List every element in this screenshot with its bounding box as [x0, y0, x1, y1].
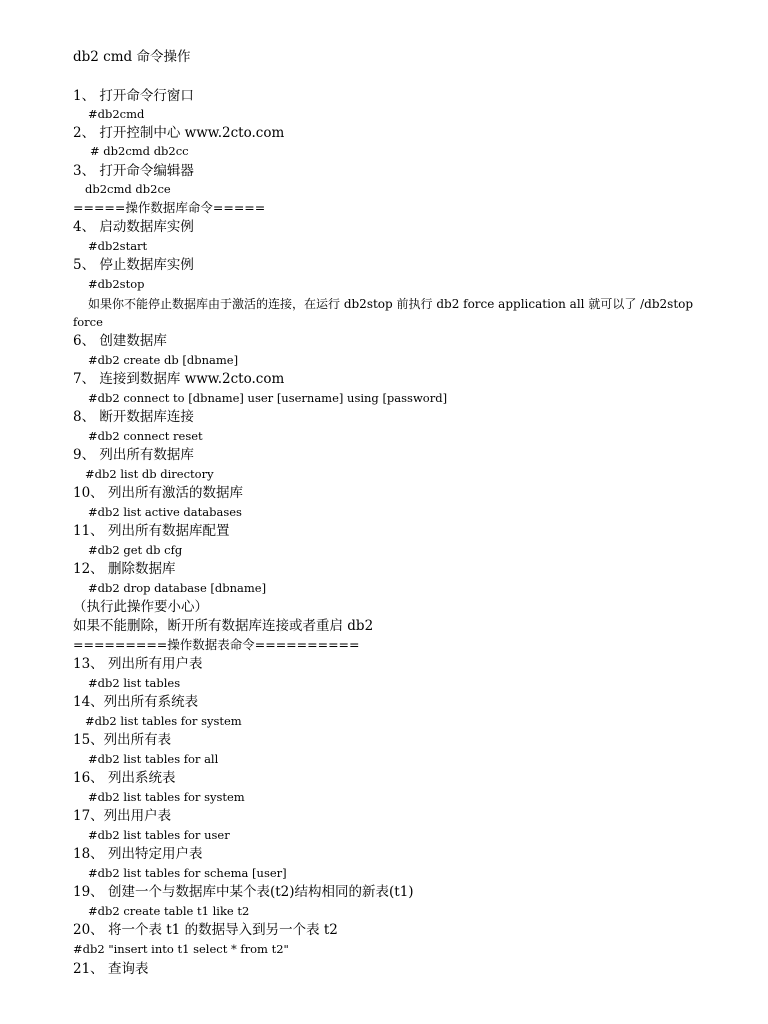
list-item: 13、 列出所有用户表 — [73, 656, 203, 672]
note-text-continued: force — [73, 315, 103, 329]
command-line: #db2cmd — [88, 107, 145, 121]
list-item: 15、列出所有表 — [73, 732, 172, 748]
command-line: #db2stop — [88, 277, 145, 291]
command-line: #db2 "insert into t1 select * from t2" — [73, 942, 289, 956]
list-item: 20、 将一个表 t1 的数据导入到另一个表 t2 — [73, 922, 338, 938]
document-title: db2 cmd 命令操作 — [73, 49, 191, 65]
warning-note: （执行此操作要小心） — [73, 599, 208, 615]
list-item: 18、 列出特定用户表 — [73, 846, 203, 862]
list-item: 10、 列出所有激活的数据库 — [73, 485, 243, 501]
section-divider: =====操作数据库命令===== — [73, 200, 266, 215]
command-line: #db2 list tables for all — [88, 752, 219, 766]
command-line: #db2 list db directory — [85, 467, 214, 481]
command-line: #db2 connect to [dbname] user [username] using [password] — [88, 391, 448, 405]
command-line: #db2 list tables for system — [88, 790, 245, 804]
list-item: 4、 启动数据库实例 — [73, 219, 194, 235]
command-line: #db2start — [88, 239, 148, 253]
list-item: 8、 断开数据库连接 — [73, 409, 194, 425]
list-item: 21、 查询表 — [73, 961, 149, 977]
command-line: #db2 list active databases — [88, 505, 242, 519]
command-line: #db2 list tables for system — [85, 714, 242, 728]
command-line: #db2 create table t1 like t2 — [88, 904, 250, 918]
command-line: #db2 get db cfg — [88, 543, 183, 557]
list-item: 16、 列出系统表 — [73, 770, 176, 786]
command-line: #db2 drop database [dbname] — [88, 581, 267, 595]
list-item: 6、 创建数据库 — [73, 333, 167, 349]
command-line: # db2cmd db2cc — [90, 144, 189, 158]
note-text: 如果你不能停止数据库由于激活的连接，在运行 db2stop 前执行 db2 force application all 就可以了 /db2stop — [88, 297, 694, 311]
section-divider: =========操作数据表命令========== — [73, 637, 360, 652]
command-line: #db2 list tables — [88, 676, 181, 690]
list-item: 17、列出用户表 — [73, 808, 172, 824]
list-item: 12、 删除数据库 — [73, 561, 176, 577]
command-line: #db2 create db [dbname] — [88, 353, 239, 367]
list-item: 3、 打开命令编辑器 — [73, 163, 194, 179]
list-item: 7、 连接到数据库 www.2cto.com — [73, 371, 285, 387]
note-text: 如果不能删除，断开所有数据库连接或者重启 db2 — [73, 618, 374, 634]
command-line: #db2 list tables for user — [88, 828, 230, 842]
list-item: 2、 打开控制中心 www.2cto.com — [73, 125, 285, 141]
list-item: 19、 创建一个与数据库中某个表(t2)结构相同的新表(t1) — [73, 884, 414, 900]
command-line: db2cmd db2ce — [85, 182, 171, 196]
list-item: 14、列出所有系统表 — [73, 694, 199, 710]
list-item: 1、 打开命令行窗口 — [73, 88, 194, 104]
list-item: 5、 停止数据库实例 — [73, 257, 194, 273]
command-line: #db2 connect reset — [88, 429, 203, 443]
list-item: 11、 列出所有数据库配置 — [73, 523, 230, 539]
command-line: #db2 list tables for schema [user] — [88, 866, 287, 880]
list-item: 9、 列出所有数据库 — [73, 447, 194, 463]
